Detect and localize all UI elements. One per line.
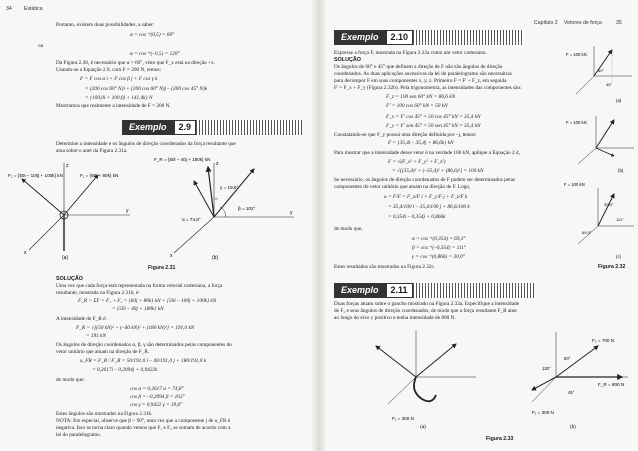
subfig-b-label: (b) xyxy=(212,255,219,261)
x-axis xyxy=(578,226,598,244)
ex1-eq-fx: F_x = F' cos 45° = 50 cos 45° kN = 35,4 kN xyxy=(386,114,481,120)
intro-eq-4: = (200 cos 60° N)i + (200 cos 60° N)j – (200 cos 45° N)k xyxy=(85,86,208,92)
x-axis-a xyxy=(29,215,64,250)
subfig-a-label: (a) xyxy=(616,98,622,103)
figure-2-32c xyxy=(564,182,634,259)
beta-label: β = 102° xyxy=(238,206,256,211)
angle-120-label: 120° xyxy=(542,366,551,371)
figure-2-33b xyxy=(532,332,628,430)
solution-line-1: Uma vez que cada força está representada na forma vetorial cartesiana, a força xyxy=(56,283,223,289)
solution-line-16: Estes ângulos são mostrados na Figura 2.31b. xyxy=(56,411,153,417)
solution-cos-alpha: cos α = 0,2617 α = 74,8° xyxy=(130,386,184,392)
z-label-a: z xyxy=(66,163,69,169)
gamma-label: γ = 19,6° xyxy=(220,185,239,190)
ex1-line-15: componentes do vetor unitário que atuam na direção de F. Logo, xyxy=(334,184,471,190)
f1-300n-label: F₁ = 300 N xyxy=(392,416,414,421)
ex1-eq-mag1: F = √(F_x² + F_y² + F_z²) xyxy=(388,159,446,165)
solution-line-8: Os ângulos de direção coordenados α, β, γ são determinados pelas componentes do xyxy=(56,342,232,348)
f1-arrow-b xyxy=(532,377,556,390)
ex2-statement-3: ao longo do eixo y positivo e tenha intensidade de 800 N. xyxy=(334,315,456,321)
example-2-10-banner xyxy=(334,30,524,45)
x-axis xyxy=(576,76,594,94)
ex1-eq-gamma: γ = cos⁻¹(0,866) = 30,0° xyxy=(412,254,465,260)
angle-45-label: 45° xyxy=(606,82,613,87)
y-label-a: y xyxy=(126,208,129,214)
x-label-b: x xyxy=(170,253,173,259)
ex2-statement-2: de F₂ e seus ângulos de direção coordenados, de modo que a força resultante F_R atue xyxy=(334,308,517,314)
angle-45-label: 45° xyxy=(568,390,575,395)
example-label: Exemplo xyxy=(122,120,174,135)
figure-2-31a xyxy=(8,163,130,261)
ex1-statement: Expresse a força F, mostrada na Figura 2.32a como um vetor cartesiano. xyxy=(334,50,487,56)
ex1-eq-mag2: = √[(35,4)² + (–35,4)² + (86,6)²] = 100 kN xyxy=(392,168,484,174)
solution-eq-5: u_FR = F_R / F_R = 50/191,0 i – 40/191,0 j + 180/191,0 k xyxy=(80,358,207,364)
fr-arrow-b xyxy=(208,167,214,217)
force-f-arrow xyxy=(598,194,614,226)
hook-shape xyxy=(414,377,436,401)
banner-pattern xyxy=(196,120,302,135)
gamma-30-label: 30,0° xyxy=(604,202,614,207)
force-f-arrow xyxy=(596,120,614,148)
solution-cos-gamma: cos γ = 0,9422 γ = 19,6° xyxy=(130,402,183,408)
solution-cos-beta: cos β = –0,2094 β = 102° xyxy=(130,394,185,400)
ex1-line-19: de modo que, xyxy=(334,226,363,232)
solution-line-12: de modo que: xyxy=(56,377,85,383)
ex1-eq-u2: = 35,4/100 i – 35,4/100 j + 86,6/100 k xyxy=(388,204,470,210)
intro-eq-2: α = cos⁻¹(–0,5) = 120° xyxy=(130,51,180,57)
x-axis xyxy=(388,377,416,404)
ex1-eq-fz: F_z = 100 sen 60° kN = 86,6 kN xyxy=(386,94,456,100)
intro-line-1: Portanto, existem duas possibilidades, a saber: xyxy=(56,22,155,28)
subfig-a-label: (a) xyxy=(62,255,69,261)
figure-2-33 xyxy=(336,322,636,432)
running-header-left: Estática xyxy=(24,6,43,12)
f-100kn-label-c: F = 100 kN xyxy=(564,182,585,187)
x-label-a: x xyxy=(24,250,27,256)
x-axis xyxy=(578,148,596,164)
figure-2-31b xyxy=(154,157,294,261)
ex1-line-11: Para mostrar que a intensidade desse vetor é na verdade 100 kN, aplique a Equação 2.4, xyxy=(334,150,520,156)
intro-line-6: Usando-se a Equação 2.9, com F = 200 N, temos: xyxy=(56,67,162,73)
figure-2-33-caption: Figura 2.33 xyxy=(486,436,514,442)
solution-title-left: SOLUÇÃO xyxy=(56,276,83,282)
solution-eq-4: = 191 kN xyxy=(86,333,107,339)
solution-line-2: resultante, mostrada na Figura 2.31b, é: xyxy=(56,290,140,296)
example-label: Exemplo xyxy=(334,30,386,45)
f2-700n-label: F₂ = 700 N xyxy=(592,338,615,343)
f1-arrow-a xyxy=(64,175,98,215)
subfig-b-label: (b) xyxy=(618,168,624,173)
solution-note-1: NOTA: Em especial, observe que β > 90°, uma vez que a componente j de u_FR é xyxy=(56,418,231,424)
right-page xyxy=(326,0,638,451)
intro-line-10: Mostramos que realmente a intensidade de F = 200 N. xyxy=(56,103,171,109)
solution-eq-3: F_R = √[(50 kN)² + (–40 kN)² + (180 kN)²] = 191,0 kN xyxy=(76,325,195,331)
f1-arrow xyxy=(376,346,416,377)
solution-eq-6: = 0,2617i – 0,2094j + 0,9422k xyxy=(92,367,158,373)
ex1-eq-fy: F_y = F' sen 45° = 50 sen 45° kN = 35,4 kN xyxy=(386,123,481,129)
intro-or: ou xyxy=(38,43,44,49)
solution-eq-2: = {50i – 40j + 180k} kN xyxy=(112,306,164,312)
figure-2-33a xyxy=(376,330,476,430)
intro-eq-1: α = cos⁻¹(0,5) = 60° xyxy=(130,32,175,38)
solution-note-3: lei do paralelogramo. xyxy=(56,432,102,438)
f2-arrow-a xyxy=(22,179,64,215)
ex1-line-9: Constatando-se que F_y possui uma direção definida por –j, temos: xyxy=(334,132,477,138)
ex1-eq-f: F = {35,4i – 35,4j + 86,6k} kN xyxy=(388,140,454,146)
ex2-statement-1: Duas forças atuam sobre o gancho mostrado na Figura 2.33a. Especifique a intensidade xyxy=(334,301,520,307)
fprime-arrow xyxy=(596,148,614,156)
f1-300n-label-b: F₁ = 300 N xyxy=(532,410,554,415)
x-axis-b xyxy=(174,217,214,253)
ex1-line-2: coordenados. As duas aplicações sucessivas da lei do paralelogramo são necessárias xyxy=(334,71,512,77)
f-100kn-label: F = 100 kN xyxy=(566,52,587,57)
intro-line-5: Da Figura 2.30, é necessário que α = 60°, visto que F_x está na direção +x. xyxy=(56,60,215,66)
fr-label: F_R = {50i – 40j + 180k} kN xyxy=(154,157,211,162)
figure-2-32-caption: Figura 2.32 xyxy=(598,264,626,270)
solution-title-right: SOLUÇÃO xyxy=(334,57,361,63)
beta-111-label: 111° xyxy=(616,217,624,222)
ex1-eq-u3: = 0,354i – 0,354j + 0,866k xyxy=(388,214,446,220)
example-2-11-banner xyxy=(334,283,534,298)
figure-2-32b xyxy=(566,116,634,173)
f-100kn-label-b: F = 100 kN xyxy=(566,120,587,125)
subfig-b-label: (b) xyxy=(570,425,576,430)
figure-2-31-caption: Figura 2.31 xyxy=(148,265,176,271)
ex1-line-3: para decompor F em suas componentes x, y, z. Primeiro F = F' + F_z, em seguida xyxy=(334,78,507,84)
ex1-eq-alpha: α = cos⁻¹(0,354) = 69,3° xyxy=(412,236,466,242)
example-number: 2.10 xyxy=(386,30,414,45)
chapter-header: Capítulo 2 xyxy=(534,20,558,26)
ex1-line-4: F' = F_x + F_y (Figura 2.32b). Pela trigonometria, as intensidades das componentes são: xyxy=(334,85,522,91)
fr-800n-label: F_R = 800 N xyxy=(598,382,625,387)
intro-eq-3: F = F cos α i + F cos β j + F cos γ k xyxy=(80,76,158,82)
banner-pattern xyxy=(413,30,524,45)
intro-eq-5: = {100,0i + 100,0j + 141,4k} N xyxy=(85,95,153,101)
figure-2-31 xyxy=(4,155,304,263)
figure-2-32 xyxy=(564,36,636,276)
statement-line-2: atua sobre o anel da Figura 2.31a. xyxy=(56,148,128,154)
example-number: 2.11 xyxy=(386,283,413,298)
solution-note-2: negativa. Isso se torna claro quando vemos que F₁ e F₂ se somam de acordo com a xyxy=(56,425,231,431)
z-label-b: z xyxy=(216,161,219,167)
book-gutter xyxy=(312,0,326,451)
solution-line-9: vetor unitário que atuam na direção de F_R. xyxy=(56,349,150,355)
left-page xyxy=(0,0,312,451)
page-number-left: 34 xyxy=(6,6,12,12)
example-label: Exemplo xyxy=(334,283,386,298)
f2-arrow xyxy=(416,344,456,377)
ex1-eq-fprime: F' = 100 cos 60° kN = 50 kN xyxy=(386,103,448,109)
angle-60-label: 60° xyxy=(598,68,605,73)
f1-label: F₁ = {60j + 80k} kN xyxy=(80,173,119,178)
running-header-right: Vetores de força xyxy=(564,20,602,26)
ex1-eq-beta: β = cos⁻¹(–0,354) = 111° xyxy=(412,245,466,251)
subfig-c-label: (c) xyxy=(616,254,622,259)
figure-2-32a xyxy=(566,46,632,103)
example-number: 2.9 xyxy=(174,120,197,135)
subfig-a-label: (a) xyxy=(420,425,426,430)
solution-eq-1: F_R = ΣF = F₁ + F₂ = {60j + 80k} kN + {50i – 100j + 100k} kN xyxy=(78,298,217,304)
angle-60-label: 60° xyxy=(564,356,571,361)
f2-arrow-b xyxy=(556,346,598,377)
example-2-9-banner xyxy=(122,120,302,135)
f2-arrow-b xyxy=(194,181,214,217)
y-label-b: y xyxy=(290,210,293,216)
statement-line-1: Determine a intensidade e os ângulos de direção coordenados da força resultante que xyxy=(56,141,236,147)
ex1-eq-u1: u = F/F = F_x/F i + F_y/F j + F_z/F k xyxy=(384,194,468,200)
banner-pattern xyxy=(413,283,534,298)
ex1-line-14: Se necessário, os ângulos de direção coordenados de F podem ser determinados pelas xyxy=(334,177,516,183)
page-number-right: 35 xyxy=(616,20,622,26)
solution-line-5: A intensidade de F_R é: xyxy=(56,316,107,322)
f2-label: F₂ = {50i – 100j + 100k} kN xyxy=(8,173,63,178)
ex1-line-23: Estes resultados são mostrados na Figura 2.32c. xyxy=(334,264,436,270)
alpha-69-label: 69,3° xyxy=(582,230,592,235)
alpha-label: α = 74,8° xyxy=(182,217,201,222)
x-axis xyxy=(532,377,556,402)
ex1-line-1: Os ângulos de 60° e 45° que definem a direção de F não são ângulos de direção xyxy=(334,64,503,70)
